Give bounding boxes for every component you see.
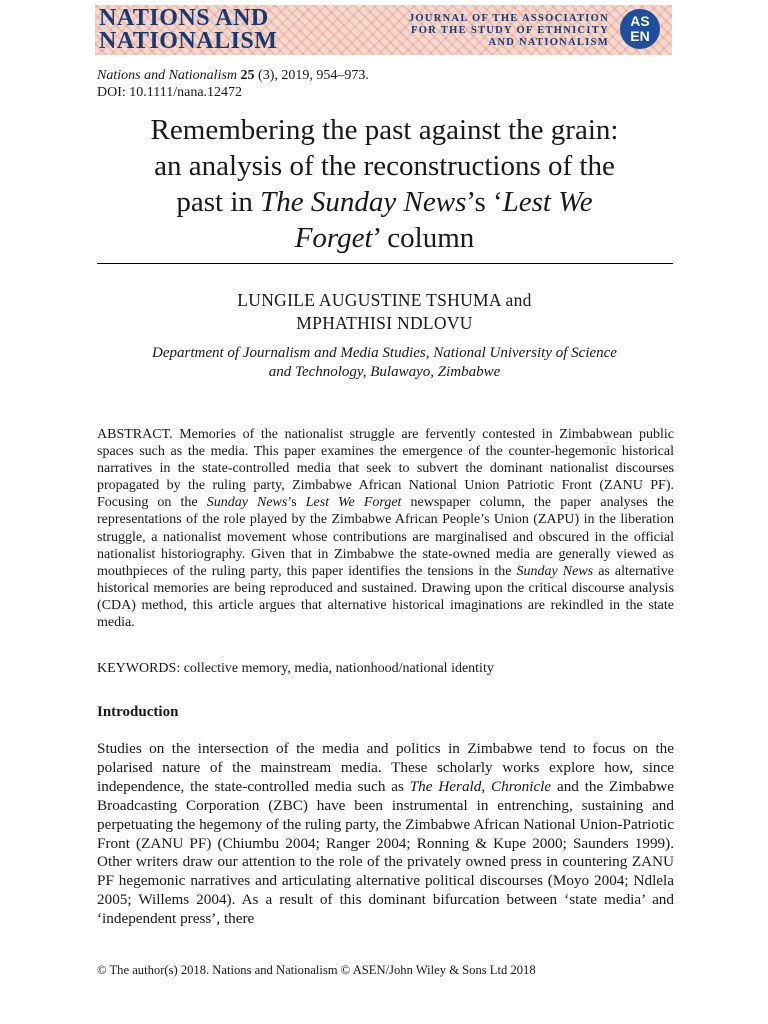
abstract — [97, 426, 674, 631]
affiliation-line1: Department of Journalism and Media Studies, National University of Science — [152, 345, 617, 361]
title-line2: an analysis of the reconstructions of the — [154, 150, 615, 182]
asen-logo — [620, 9, 660, 49]
title-line3-mid: ’s ‘ — [466, 186, 503, 218]
title-column-name-part1: Lest We — [502, 186, 593, 218]
author-affiliation — [95, 344, 674, 382]
citation-doi: DOI: 10.1111/nana.12472 — [97, 85, 243, 100]
journal-title-line1: NATIONS AND — [99, 5, 269, 31]
journal-subtitle — [387, 13, 609, 49]
abstract-italic-1: Sunday News — [206, 495, 288, 511]
abstract-text-4: as alternative historical memories are being reproduced and sustained. Drawing upon the critical discourse analysis (CDA) method, this article argues that alternative historical imaginations are rekindled in the state media. — [97, 563, 674, 631]
citation-journal: Nations and Nationalism — [97, 68, 238, 83]
journal-banner — [95, 5, 672, 55]
section-heading-introduction: Introduction — [97, 704, 179, 720]
citation — [97, 67, 369, 101]
intro-text-1: Studies on the intersection of the media and politics in Zimbabwe tend to focus on the polarised nature of the mainstream media. These scholarly works explore how, since independence, the state-controlled media such as — [97, 740, 674, 795]
journal-title — [99, 7, 339, 53]
authors-line2: MPHATHISI NDLOVU — [296, 313, 473, 333]
journal-subtitle-line2: FOR THE STUDY OF ETHNICITY — [411, 25, 609, 36]
asen-logo-line1: AS — [630, 13, 650, 29]
title-line1: Remembering the past against the grain: — [150, 114, 619, 146]
abstract-text-3: newspaper column, the paper analyses the representations of the role played by the Zimbabwe African People’s Union (ZAPU) in the liberation struggle, a nationalist movement whose contributions are marginalised and obscured in the official nationalist historiography. Given that in Zimbabwe the state-owned media are generally viewed as mouthpieces of the ruling party, this paper identifies the tensions in the — [97, 495, 674, 579]
journal-subtitle-line1: JOURNAL OF THE ASSOCIATION — [408, 13, 609, 24]
authors-line1: LUNGILE AUGUSTINE TSHUMA and — [237, 290, 532, 310]
abstract-italic-2: Lest We Forget — [305, 495, 402, 511]
intro-italic-chronicle: Chronicle — [490, 777, 552, 795]
introduction-paragraph — [97, 740, 674, 929]
title-rule — [97, 263, 673, 264]
title-newspaper-name: The Sunday News — [260, 186, 467, 218]
intro-text-2: , — [481, 777, 491, 795]
journal-title-line2: NATIONALISM — [99, 28, 278, 54]
title-column-name-part2: Forget — [294, 222, 373, 254]
intro-italic-herald: The Herald — [409, 777, 482, 795]
abstract-text-2: ’s — [287, 495, 306, 511]
intro-text-3: and the Zimbabwe Broadcasting Corporation (ZBC) have been instrumental in entrenching, sustaining and perpetuating the hegemony of the ruling party, the Zimbabwe African National Union-Patriotic Front (ZANU PF) (Chiumbu 2004; Ranger 2004; Ronning & Kupe 2000; Saunders 1999). Other writers draw our attention to the role of the privately owned press in countering ZANU PF hegemonic narratives and articulating alternative political discourses (Moyo 2004; Ndlela 2005; Willems 2004). As a result of this dominant bifurcation between ‘state media’ and ‘independent press’, there — [97, 777, 675, 928]
title-line4 — [95, 220, 674, 256]
affiliation-line2: and Technology, Bulawayo, Zimbabwe — [268, 364, 501, 380]
title-line4-post: ’ column — [372, 222, 475, 254]
journal-subtitle-line3: AND NATIONALISM — [488, 37, 609, 48]
article-title — [95, 112, 674, 256]
abstract-text-1: ABSTRACT. Memories of the nationalist struggle are fervently contested in Zimbabwean public spaces such as the media. This paper examines the emergence of the counter-hegemonic historical narratives in the state-controlled media that seek to subvert the dominant nationalist discourses propagated by the ruling party, Zimbabwe African National Union Patriotic Front (ZANU PF). Focusing on the — [97, 427, 674, 511]
title-line3 — [95, 184, 674, 220]
copyright-footer: © The author(s) 2018. Nations and Nationalism © ASEN/John Wiley & Sons Ltd 2018 — [97, 963, 536, 977]
title-line3-pre: past in — [176, 186, 261, 218]
abstract-italic-3: Sunday News — [516, 563, 594, 579]
citation-line — [97, 67, 369, 84]
author-list — [95, 289, 674, 335]
keywords: KEYWORDS: collective memory, media, nationhood/national identity — [97, 661, 494, 676]
citation-issue-pages: (3), 2019, 954–973. — [254, 68, 369, 83]
asen-logo-line2: EN — [630, 28, 650, 44]
citation-volume: 25 — [240, 68, 255, 83]
